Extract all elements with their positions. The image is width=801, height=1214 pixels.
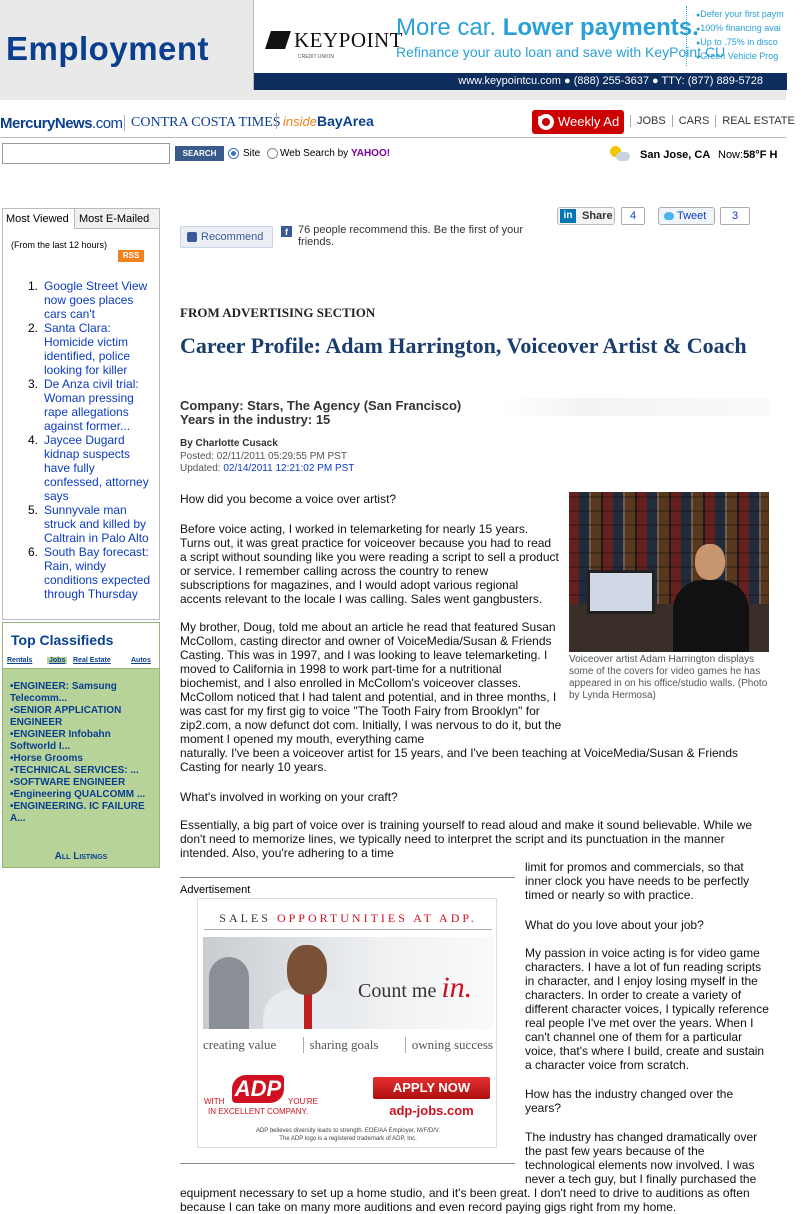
updated-value: 02/14/2011 12:21:02 PM PST: [223, 463, 355, 474]
weather-temp: 58°F: [743, 149, 767, 161]
share-label: Share: [582, 210, 613, 222]
classified-link[interactable]: • Engineering QUALCOMM ...: [4, 789, 158, 801]
classified-link[interactable]: • Horse Grooms: [4, 753, 158, 765]
classifieds-list: [4, 681, 158, 825]
list-item-number: 6.: [27, 545, 38, 559]
top-classifieds-title: Top Classifieds: [3, 623, 159, 655]
keypoint-logo: [268, 28, 403, 53]
weather-city[interactable]: San Jose, CA: [640, 149, 711, 161]
nav-link-jobs[interactable]: JOBS: [630, 115, 672, 127]
paragraph: My brother, Doug, told me about an article he read that featured Susan McCollom, casting director and owner of VoiceMedia/Susan & Friends Casting. This was in 1997, and I was looking to leave telemarketing. I moved to California in 1998 to work part-time for a nutritional biochemist, and I also enrolled in McCollom's voiceover classes. McCollom noticed that I had talent and potential, and in three months, I was cast for my first gig to voice "The Tooth Fairy from Brooklyn" for zip2.com, a now defunct dot com. Initially, I was nervous to do it, but the moment I opened my mouth, everything came: [180, 620, 562, 746]
rss-icon[interactable]: RSS: [118, 250, 144, 262]
recommend-label: Recommend: [201, 231, 264, 243]
classified-link[interactable]: • ENGINEER: Samsung Telecomm...: [4, 681, 158, 705]
weather-now: [718, 149, 777, 161]
classified-link[interactable]: • SOFTWARE ENGINEER: [4, 777, 158, 789]
company-line: Company: Stars, The Agency (San Francisco): [180, 398, 462, 413]
web-search-label: [280, 148, 390, 159]
site-nav: [0, 108, 795, 138]
mercury-suffix: .com: [92, 115, 123, 132]
question: How did you become a voice over artist?: [180, 492, 397, 506]
tab-real-estate[interactable]: Real Estate: [73, 657, 111, 664]
top-classifieds-box: [2, 622, 160, 868]
yahoo-label: YAHOO!: [350, 148, 391, 159]
adp-slogan: owning success: [405, 1037, 493, 1053]
ad-bullets: [696, 8, 784, 64]
adp-fine-line: The ADP logo is a registered trademark of ADP, Inc.: [279, 1136, 417, 1142]
photo-monitor: [587, 570, 655, 614]
article-photo[interactable]: [569, 492, 769, 652]
ad-headline-bold: Lower payments.: [502, 14, 699, 41]
tweet-label: Tweet: [677, 210, 707, 222]
search-input[interactable]: [2, 143, 170, 164]
twitter-bird-icon: [664, 212, 674, 220]
question: How has the industry changed over the years?: [525, 1087, 734, 1115]
recommend-button[interactable]: [180, 226, 273, 248]
article-section-label: FROM ADVERTISING SECTION: [180, 305, 376, 320]
faded-header-strip: [505, 398, 770, 416]
paragraph: The industry has changed dramatically over the past few years because of the technological elements now involved. I was never a tech guy, but I finally purchased the: [525, 1130, 758, 1186]
adp-slogan: creating value: [203, 1037, 277, 1052]
list-item: [23, 321, 159, 377]
weekly-ad-label: Weekly Ad: [558, 114, 620, 129]
list-item: [23, 503, 159, 545]
facebook-recommend-text: 76 people recommend this. Be the first of your friends.: [298, 224, 524, 248]
all-listings-link[interactable]: All Listings: [54, 851, 108, 862]
tab-rentals[interactable]: Rentals: [7, 657, 33, 664]
nav-link-real-estate[interactable]: REAL ESTATE: [715, 115, 801, 127]
list-item-link[interactable]: Google Street View now goes places cars can't: [44, 279, 148, 321]
weekly-ad-button[interactable]: [532, 110, 624, 134]
ad-divider-top: [180, 877, 515, 878]
paragraph: Before voice acting, I worked in telemarketing for nearly 15 years. Turns out, it was great practice for voiceover because you had to read a script without sounding like you were reading a script to sell a product or service. I remember calling across the country to renew subscriptions for magazines, and I would adopt various regional accents relevant to the locale I was calling. Sales went gangbusters.: [180, 522, 559, 606]
ad-divider-bottom: [180, 1163, 515, 1164]
tab-autos[interactable]: Autos: [131, 657, 151, 664]
linkedin-icon: in: [560, 209, 576, 223]
ad-subline: Refinance your auto loan and save with KeyPoint CU: [396, 44, 726, 60]
paragraph: equipment necessary to set up a home studio, and it's been great. I don't need to drive to auditions as often because I can take on many more auditions and even record paying gigs right from my home.: [180, 1186, 750, 1214]
mercury-bold: MercuryNews: [0, 115, 93, 132]
paragraph: naturally. I've been a voiceover artist for 15 years, and I've been teaching at VoiceMedia/Susan & Friends Casting for nearly 10 years.: [180, 746, 739, 774]
facebook-icon: f: [281, 226, 292, 237]
adp-title-plain: SALES: [219, 911, 277, 925]
list-item-number: 4.: [27, 433, 38, 447]
search-button[interactable]: SEARCH: [175, 146, 224, 161]
updated-date: [180, 463, 354, 475]
weather-now-label: Now:: [718, 149, 744, 161]
ad-bullet: ● 100% financing avai: [696, 22, 784, 36]
adp-jobs-link[interactable]: adp-jobs.com: [389, 1103, 474, 1118]
posted-label: Posted:: [180, 451, 214, 462]
nav-links: [630, 115, 801, 127]
contra-costa-times-link[interactable]: CONTRA COSTA TIMES: [124, 115, 281, 131]
adp-photo: [203, 937, 493, 1029]
list-item-number: 5.: [27, 503, 38, 517]
list-item-link[interactable]: De Anza civil trial: Woman pressing rape allegations against former...: [44, 377, 139, 433]
tab-jobs[interactable]: Jobs: [49, 657, 66, 664]
paragraph: Essentially, a big part of voice over is training yourself to read aloud and make it sound believable. While we don't need to memorize lines, we typically need to interpret the script and its punctuation in the manner intended. Also, you're adhering to a time: [180, 818, 753, 860]
keypoint-logo-text: KEYPOINT: [294, 28, 403, 52]
advertisement-label: Advertisement: [180, 884, 251, 896]
target-icon-center: [538, 116, 542, 120]
posted-date: [180, 451, 347, 463]
adp-logo: ADP: [232, 1075, 284, 1103]
classified-link[interactable]: • ENGINEER Infobahn Softworld I...: [4, 729, 158, 753]
ad-bullet: ● Defer your first paym: [696, 8, 784, 22]
web-search-radio[interactable]: [267, 148, 278, 159]
adp-with: WITH: [204, 1097, 225, 1106]
list-item: [23, 377, 159, 433]
adp-youre: YOU'RE: [288, 1097, 318, 1106]
site-search-label: Site: [243, 148, 261, 159]
byline: By Charlotte Cusack: [180, 438, 278, 449]
photo-person-head: [695, 544, 725, 580]
list-item-number: 3.: [27, 377, 38, 391]
tab-most-emailed[interactable]: Most E-Mailed: [79, 213, 150, 225]
insidebay-inside: inside: [283, 114, 317, 129]
share-count: 4: [621, 207, 645, 225]
most-viewed-tabs: [3, 209, 159, 229]
keypoint-logo-icon: [265, 31, 291, 49]
paragraph: limit for promos and commercials, so that inner clock you have needs to be perfectly timed or nearly so with practice.: [525, 860, 750, 902]
list-item-link[interactable]: Sunnyvale man struck and killed by Caltrain in Palo Alto: [44, 503, 149, 545]
insidebay-bay: BayArea: [316, 113, 374, 129]
keypoint-ad[interactable]: [253, 0, 786, 90]
adp-photo-man-head: [287, 945, 327, 995]
mercurynews-link[interactable]: [0, 115, 123, 132]
most-viewed-box: [2, 208, 160, 620]
ad-headline: [396, 14, 699, 42]
updated-label: Updated:: [180, 463, 221, 474]
adp-slogan: sharing goals: [303, 1037, 379, 1053]
tweet-button[interactable]: [658, 207, 715, 225]
paragraph: My passion in voice acting is for video game characters. I have a lot of fun reading scripts in character, and I enjoy losing myself in the characters. In order to create a variety of different character voices, I typically reference real people I've met over the years. When I can't channel one of them for a particular voice, that's where I build, create and sustain a character voice from scratch.: [525, 946, 769, 1072]
adp-ad-title: [198, 911, 498, 926]
years-line: Years in the industry: 15: [180, 412, 331, 427]
list-item-link[interactable]: South Bay forecast: Rain, windy conditions expected through Thursday: [44, 545, 151, 601]
section-title: Employment: [6, 30, 210, 67]
most-viewed-note: (From the last 12 hours): [11, 240, 108, 250]
list-item: [23, 433, 159, 503]
tab-most-viewed[interactable]: Most Viewed: [3, 209, 75, 229]
question: What's involved in working on your craft?: [180, 790, 398, 804]
classified-link[interactable]: • SENIOR APPLICATION ENGINEER: [4, 705, 158, 729]
ad-contact-bar: www.keypointcu.com ● (888) 255-3637 ● TTY: (877) 889-5728: [254, 73, 787, 90]
posted-value: 02/11/2011 05:29:55 PM PST: [216, 451, 347, 462]
insidebayarea-link[interactable]: [276, 113, 374, 129]
list-item: [23, 279, 159, 321]
site-search-radio[interactable]: [228, 148, 239, 159]
classified-link[interactable]: • TECHNICAL SERVICES: ...: [4, 765, 158, 777]
weather-extra: H: [769, 149, 778, 161]
list-item-link[interactable]: Santa Clara: Homicide victim identified, police looking for killer: [44, 321, 131, 377]
list-item: [23, 545, 159, 601]
ad-divider: [686, 6, 687, 66]
list-item-number: 2.: [27, 321, 38, 335]
tweet-count: 3: [720, 207, 750, 225]
adp-fine-print: [203, 1127, 493, 1143]
adp-divider: [204, 929, 492, 930]
adp-count-me-in: [358, 971, 472, 1005]
page-title: Career Profile: Adam Harrington, Voiceover Artist & Coach: [180, 333, 747, 358]
keypoint-logo-sub: CREDIT UNION: [298, 54, 335, 60]
adp-fine-line: ADP believes diversity leads to strength. EOE/AA Employer, M/F/D/V.: [255, 1128, 441, 1134]
top-classifieds-tabs: [3, 655, 159, 669]
photo-caption: Voiceover artist Adam Harrington displays some of the covers for video games he has appeared in on his office/studio walls. (Photo by Lynda Hermosa): [569, 654, 768, 701]
adp-count-me: Count me: [358, 980, 442, 1002]
article-company: [180, 399, 461, 427]
adp-photo-woman: [209, 957, 249, 1029]
adp-photo-tie: [304, 993, 312, 1029]
apply-now-button[interactable]: APPLY NOW: [373, 1077, 490, 1099]
list-item-number: 1.: [27, 279, 38, 293]
linkedin-share-button[interactable]: [557, 207, 615, 225]
nav-link-cars[interactable]: CARS: [672, 115, 716, 127]
classified-link[interactable]: • ENGINEERING. IC FAILURE A...: [4, 801, 158, 825]
question: What do you love about your job?: [525, 918, 704, 932]
partly-cloudy-icon: [610, 146, 630, 162]
web-search-text: Web Search by: [280, 148, 349, 159]
ad-bullet: ● Up to .75% in disco: [696, 36, 784, 50]
photo-person-body: [673, 580, 749, 652]
most-viewed-list: [23, 279, 159, 601]
thumbs-up-icon: [187, 232, 197, 242]
ad-bullet: ● Green Vehicle Prog: [696, 50, 784, 64]
adp-ad[interactable]: [197, 898, 497, 1148]
adp-title-red: OPPORTUNITIES AT ADP.: [276, 911, 477, 925]
adp-company-text: IN EXCELLENT COMPANY.: [208, 1107, 309, 1116]
adp-in: in.: [441, 971, 473, 1004]
adp-slogans: [203, 1037, 493, 1053]
ad-headline-plain: More car.: [396, 14, 503, 41]
list-item-link[interactable]: Jaycee Dugard kidnap suspects have fully confessed, attorney says: [44, 433, 149, 503]
